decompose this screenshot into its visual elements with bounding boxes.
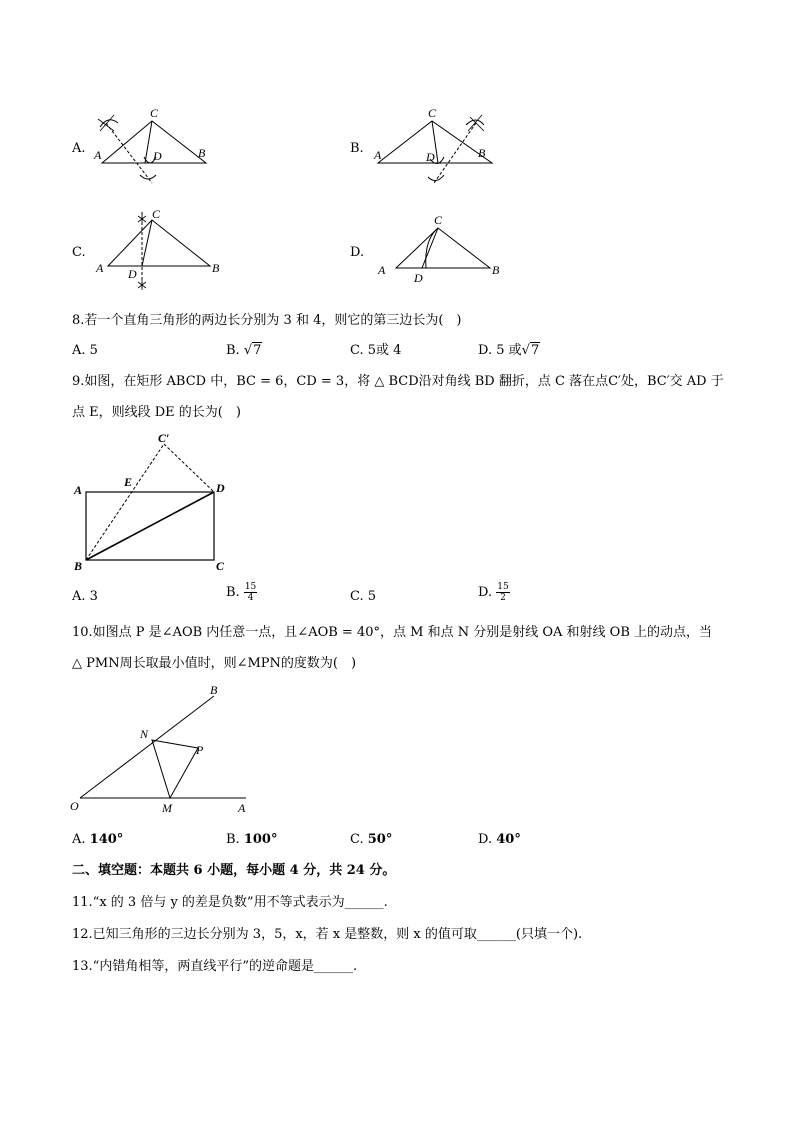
q11-stem: 11.“x 的 3 倍与 y 的差是负数”用不等式表示为______. [72, 895, 388, 910]
q12-stem: 12.已知三角形的三边长分别为 3，5，x，若 x 是整数，则 x 的值可取______(只填一个). [72, 927, 583, 942]
svg-text:N: N [140, 727, 149, 741]
svg-text:B: B [74, 559, 83, 573]
q9-option-a[interactable]: A. 3 [72, 589, 98, 604]
q8-option-b[interactable]: B. √7 [226, 343, 262, 358]
q7-figure-a [90, 105, 220, 190]
q10-option-b[interactable]: B. 100° [226, 832, 278, 847]
svg-text:E: E [124, 475, 133, 489]
svg-text:B: B [478, 146, 486, 160]
svg-text:A: A [238, 801, 246, 815]
svg-text:C: C [150, 106, 159, 120]
svg-text:A: A [378, 263, 386, 277]
svg-text:B: B [210, 683, 218, 697]
q8-option-a[interactable]: A. 5 [72, 343, 98, 358]
q8-option-c[interactable]: C. 5或 4 [350, 343, 402, 358]
q9-stem-line1: 9.如图，在矩形 ABCD 中，BC = 6，CD = 3，将 △ BCD沿对角线 BD 翻折，点 C 落在点C′处，BC′交 AD 于 [72, 374, 724, 389]
q10-figure [66, 680, 266, 820]
option-letter: B. [350, 141, 364, 156]
q10-option-a[interactable]: A. 140° [72, 832, 124, 847]
svg-text:B: B [198, 146, 206, 160]
fraction: $\frac{15}{2}$ [497, 582, 509, 603]
svg-text:C′: C′ [158, 431, 170, 445]
section-heading: 二、填空题：本题共 6 小题，每小题 4 分，共 24 分。 [72, 863, 396, 878]
svg-text:D: D [414, 271, 423, 285]
q7-figure-d [374, 210, 514, 290]
q9-option-d[interactable]: D. $\frac{15}{2}$ [478, 582, 509, 603]
q7-figure-b [370, 105, 500, 190]
svg-text:B: B [212, 261, 220, 275]
q13-stem: 13.“内错角相等，两直线平行”的逆命题是______. [72, 959, 358, 974]
q10-option-c[interactable]: C. 50° [350, 832, 393, 847]
svg-text:A: A [74, 483, 83, 497]
svg-text:M: M [162, 801, 172, 815]
q9-figure [68, 430, 238, 578]
q9-stem-line2: 点 E，则线段 DE 的长为( ) [72, 405, 241, 420]
svg-text:C: C [216, 559, 225, 573]
svg-text:A: A [94, 148, 102, 162]
svg-text:A: A [96, 261, 104, 275]
svg-text:C: C [152, 207, 161, 221]
svg-text:B: B [492, 263, 500, 277]
svg-text:C: C [434, 213, 443, 227]
q10-option-d[interactable]: D. 40° [478, 832, 521, 847]
sqrt-symbol: √7 [243, 343, 262, 358]
q9-option-b[interactable]: B. $\frac{15}{4}$ [226, 582, 257, 603]
option-letter: D. [350, 245, 365, 260]
sqrt-symbol: √7 [521, 343, 540, 358]
q9-option-c[interactable]: C. 5 [350, 589, 377, 604]
svg-text:O: O [70, 799, 79, 813]
option-letter: C. [72, 245, 86, 260]
svg-text:D: D [153, 149, 162, 163]
svg-text:D: D [128, 267, 137, 281]
svg-text:C: C [428, 106, 437, 120]
fraction: $\frac{15}{4}$ [244, 582, 257, 603]
option-letter: A. [72, 141, 86, 156]
q8-option-d[interactable]: D. 5 或√7 [478, 343, 540, 358]
q10-stem-line2: △ PMN周长取最小值时，则∠MPN的度数为( ) [72, 656, 357, 671]
q7-figure-c [92, 208, 222, 298]
q8-stem: 8.若一个直角三角形的两边长分别为 3 和 4，则它的第三边长为( ) [72, 313, 462, 328]
svg-text:D: D [216, 481, 225, 495]
svg-text:P: P [196, 743, 204, 757]
svg-text:D: D [426, 150, 435, 164]
q10-stem-line1: 10.如图点 P 是∠AOB 内任意一点，且∠AOB = 40°，点 M 和点 N 分别是射线 OA 和射线 OB 上的动点，当 [72, 625, 713, 640]
svg-text:A: A [374, 148, 382, 162]
